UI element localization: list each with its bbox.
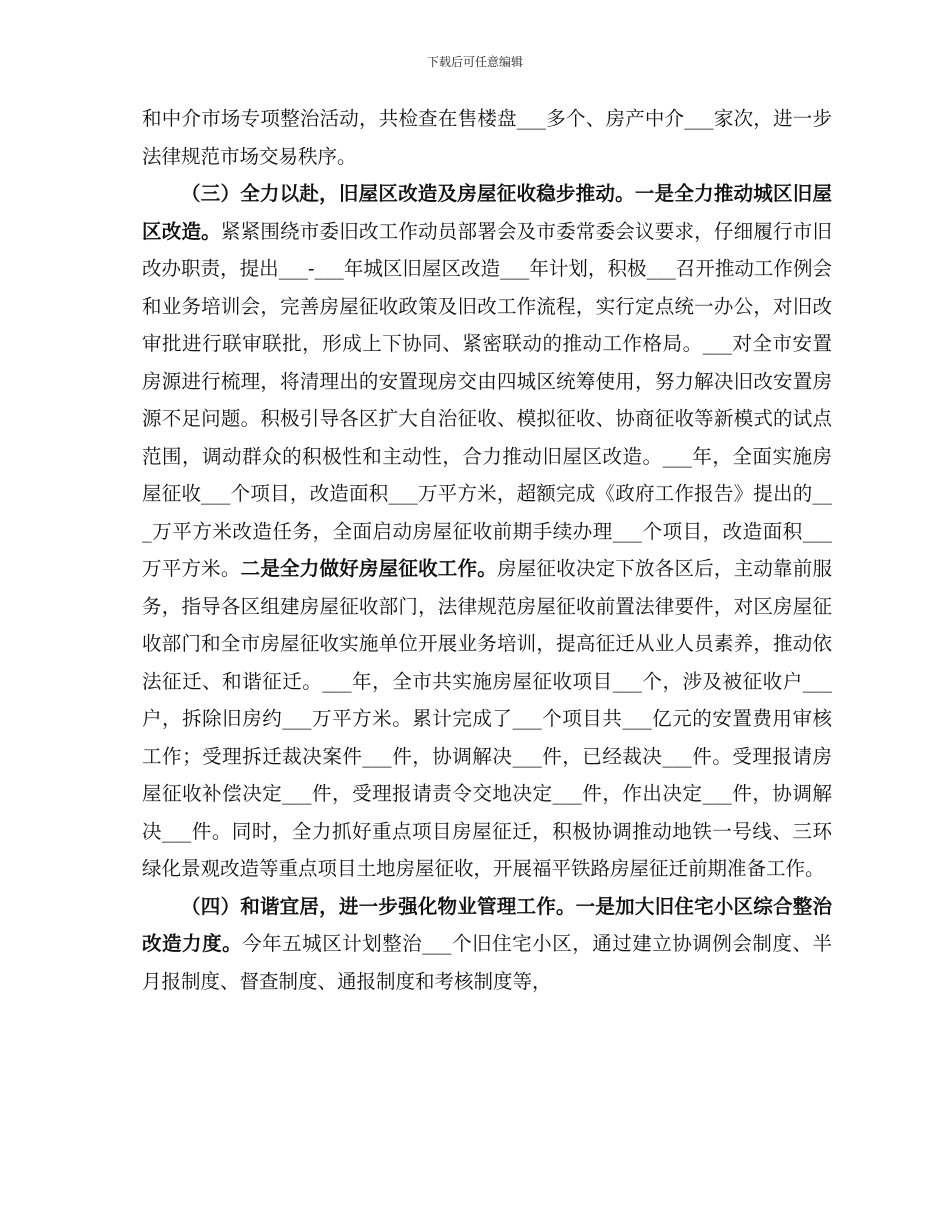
section-three-subheading-b: 二是全力做好房屋征收工作。 xyxy=(240,557,497,580)
paragraph-continuation: 和中介市场专项整治活动，共检查在售楼盘___多个、房产中介___家次，进一步法律规范市场交易秩序。 xyxy=(142,107,832,168)
paragraph-section-three xyxy=(142,175,832,888)
section-four-text: 今年五城区计划整治___个旧住宅小区，通过建立协调例会制度、半月报制度、督查制度、通报制度和考核制度等， xyxy=(142,932,832,993)
section-four-heading: （四）和谐宜居，进一步强化物业管理工作。一是加大旧住宅小区综合整治改造力度。 xyxy=(142,894,832,955)
page-header: 下载后可任意编辑 xyxy=(426,55,523,69)
document-body xyxy=(142,100,832,1000)
section-three-text-b: 房屋征收决定下放各区后，主动靠前服务，指导各区组建房屋征收部门，法律规范房屋征收前置法律要件，对区房屋征收部门和全市房屋征收实施单位开展业务培训，提高征迁从业人员素养，推动依法征迁、和谐征迁。___年，全市共实施房屋征收项目___个，涉及被征收户___户，拆除旧房约___万平方米。累计完成了___个项目共___亿元的安置费用审核工作；受理拆迁裁决案件___件，协调解决___件，已经裁决___件。受理报请房屋征收补偿决定___件，受理报请责令交地决定___件，作出决定___件，协调解决___件。同时，全力抓好重点项目房屋征迁，积极协调推动地铁一号线、三环绿化景观改造等重点项目土地房屋征收，开展福平铁路房屋征迁前期准备工作。 xyxy=(142,557,832,880)
paragraph-section-four xyxy=(142,888,832,1001)
section-three-heading: （三）全力以赴，旧屋区改造及房屋征收稳步推动。一是全力推动城区旧屋区改造。 xyxy=(142,182,832,243)
section-three-text-a: 紧紧围绕市委旧改工作动员部署会及市委常委会议要求，仔细履行市旧改办职责，提出___-___年城区旧屋区改造___年计划，积极___召开推动工作例会和业务培训会，完善房屋征收政策及旧改工作流程，实行定点统一办公，对旧改审批进行联审联批，形成上下协同、紧密联动的推动工作格局。___对全市安置房源进行梳理，将清理出的安置现房交由四城区统筹使用，努力解决旧改安置房源不足问题。积极引导各区扩大自治征收、模拟征收、协商征收等新模式的试点范围，调动群众的积极性和主动性，合力推动旧屋区改造。___年，全面实施房屋征收___个项目，改造面积___万平方米，超额完成《政府工作报告》提出的___万平方米改造任务，全面启动房屋征收前期手续办理___个项目，改造面积___万平方米。 xyxy=(142,219,832,580)
